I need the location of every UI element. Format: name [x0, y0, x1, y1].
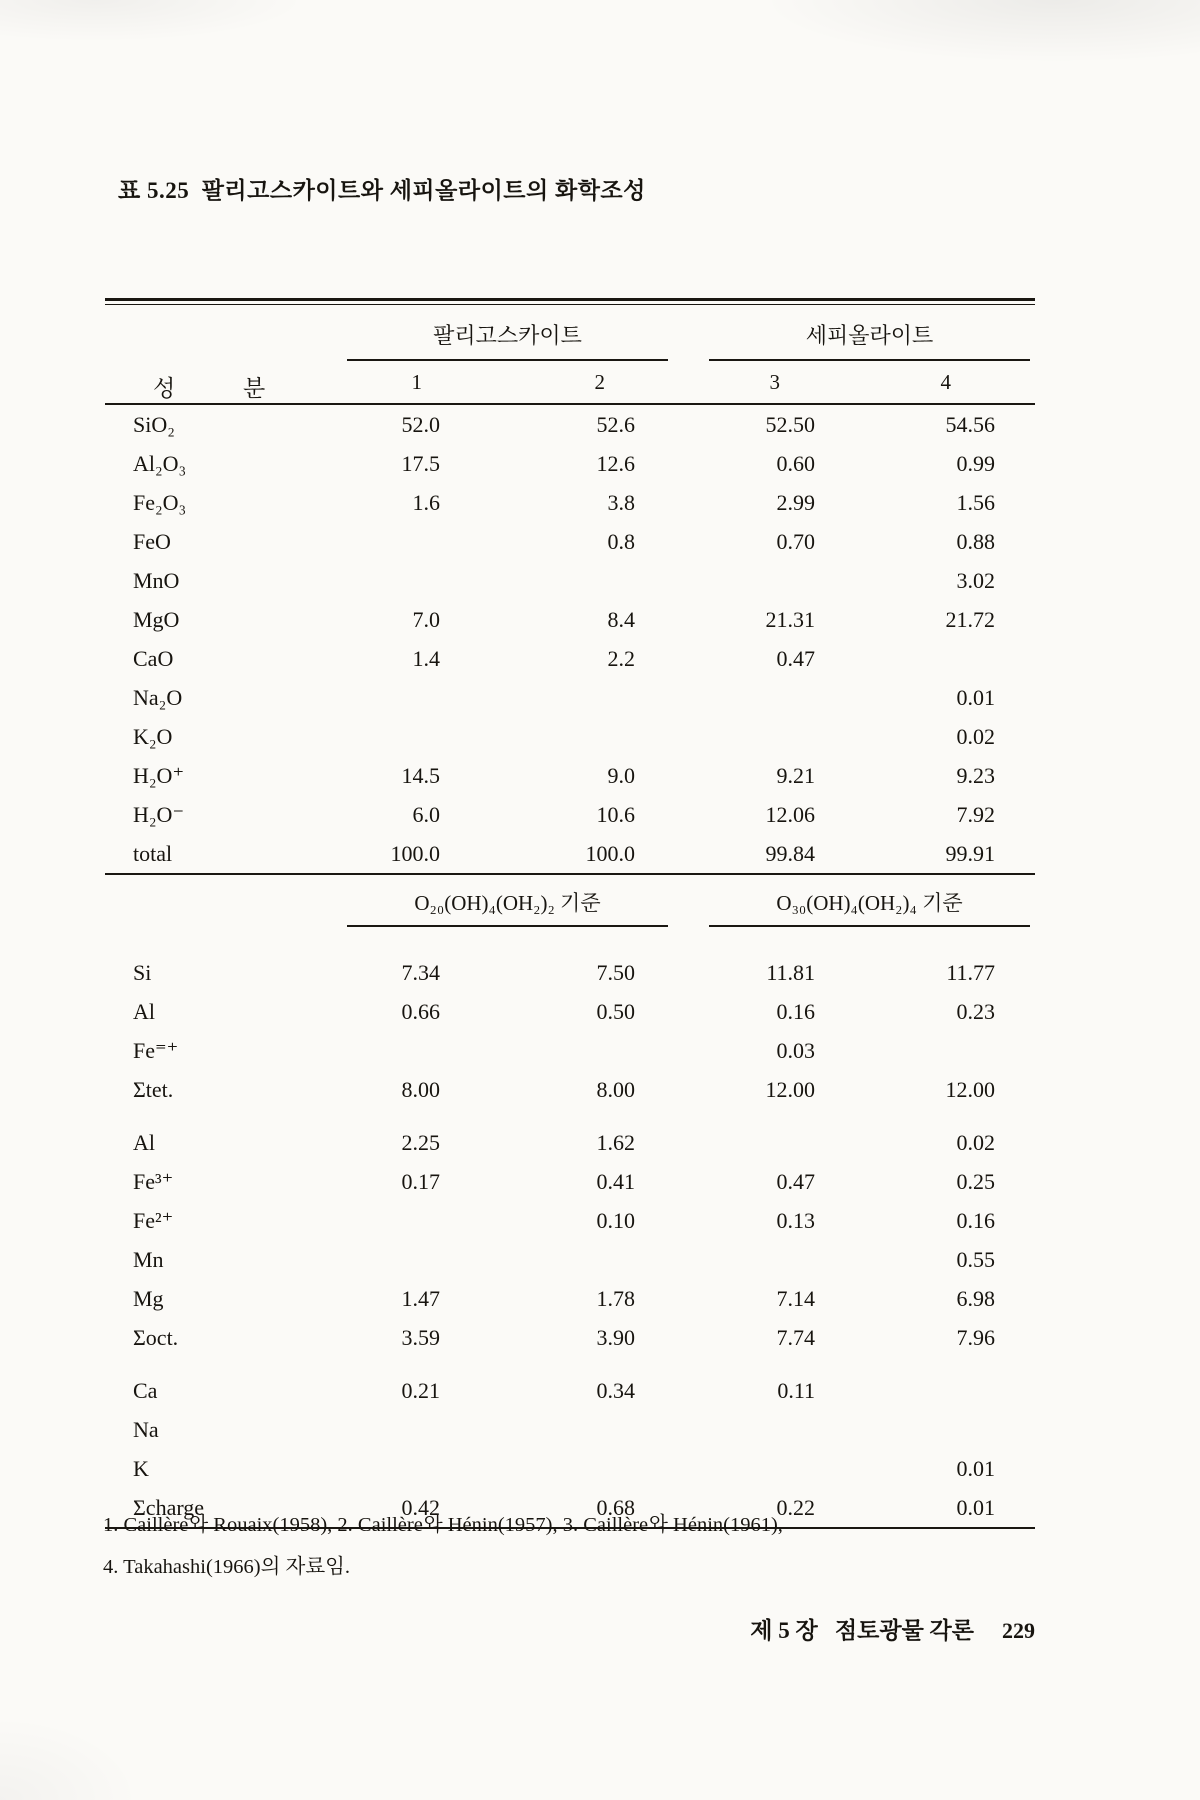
- table-row: [105, 1201, 1035, 1240]
- table-row: [105, 1357, 1035, 1410]
- filler-cell: [995, 953, 1035, 992]
- table-row: [105, 561, 1035, 600]
- component-header-right: 분: [242, 376, 266, 401]
- row-label: MnO: [133, 567, 180, 593]
- cell-value: [440, 678, 635, 717]
- row-label: MgO: [133, 606, 180, 632]
- cell-value: 3.59: [401, 1324, 440, 1350]
- table-row: [105, 678, 1035, 717]
- cell-value: [815, 1357, 995, 1410]
- group-sepiolite-cell: [635, 305, 1035, 362]
- cell-value: [815, 639, 995, 678]
- cell-value: 21.31: [765, 606, 816, 632]
- cell-value: 0.41: [596, 1168, 636, 1194]
- row-label: K₂O: [133, 723, 173, 749]
- cell-value: 8.4: [607, 606, 636, 632]
- cell-value: 0.01: [956, 1455, 996, 1481]
- cell-value: [815, 1410, 995, 1449]
- cell-value: [290, 522, 440, 561]
- table-row: [105, 1410, 1035, 1449]
- cell-value: 7.92: [956, 801, 996, 827]
- cell-value: [635, 678, 815, 717]
- row-label: Na: [133, 1416, 159, 1442]
- filler-cell: [995, 639, 1035, 678]
- cell-value: 0.50: [596, 998, 636, 1024]
- cell-value: 7.0: [412, 606, 440, 632]
- cell-value: 0.60: [776, 450, 816, 476]
- cell-value: 6.0: [412, 801, 440, 827]
- chapter-title: 제 5 장 점토광물 각론: [750, 1618, 974, 1643]
- cell-value: 0.01: [956, 1494, 996, 1520]
- cell-value: 1.6: [412, 489, 440, 515]
- cell-value: [440, 561, 635, 600]
- basis-header-row: [105, 874, 1035, 953]
- cell-value: 3.90: [596, 1324, 636, 1350]
- empty-cell: [105, 874, 290, 953]
- table-row: [105, 1162, 1035, 1201]
- filler-cell: [995, 1410, 1035, 1449]
- cell-value: 1.78: [596, 1285, 636, 1311]
- row-label: CaO: [133, 645, 174, 671]
- row-label: Mg: [133, 1285, 164, 1311]
- cell-value: [635, 561, 815, 600]
- page-number: 229: [1002, 1618, 1035, 1643]
- component-header-left: 성: [153, 376, 176, 401]
- cell-value: 0.66: [401, 998, 440, 1024]
- tetrahedral-section: [105, 953, 1035, 1109]
- cell-value: [815, 1031, 995, 1070]
- cell-value: 0.42: [401, 1494, 440, 1520]
- row-label: Σoct.: [133, 1324, 179, 1350]
- cell-value: [635, 1109, 815, 1162]
- group-palygorskite-label: 팔리고스카이트: [433, 323, 582, 348]
- cell-value: 0.10: [596, 1207, 636, 1233]
- table-row: [105, 483, 1035, 522]
- component-header-cell: [105, 305, 290, 405]
- table-row: [105, 1318, 1035, 1357]
- row-label: Al: [133, 1129, 155, 1155]
- cell-value: 0.01: [956, 684, 996, 710]
- filler-cell: [995, 795, 1035, 834]
- cell-value: [635, 717, 815, 756]
- table-title: 표 5.25 팔리고스카이트와 세피올라이트의 화학조성: [118, 178, 646, 203]
- cell-value: 0.34: [596, 1377, 636, 1403]
- cell-value: 3.02: [956, 567, 996, 593]
- cell-value: 54.56: [945, 411, 996, 437]
- filler-cell: [995, 522, 1035, 561]
- cell-value: 0.11: [777, 1377, 816, 1403]
- table-row: [105, 1449, 1035, 1488]
- cell-value: 3.8: [607, 489, 636, 515]
- cell-value: 9.21: [776, 762, 816, 788]
- cell-value: 7.96: [956, 1324, 996, 1350]
- filler-cell: [995, 1201, 1035, 1240]
- footnote-line: 1. Caillère와 Rouaix(1958), 2. Caillère와 Hénin(1957), 3. Caillère와 Hénin(1961),: [103, 1514, 783, 1536]
- row-label: total: [133, 840, 173, 866]
- cell-value: 100.0: [585, 840, 636, 866]
- cell-value: 0.03: [776, 1037, 816, 1063]
- filler-cell: [995, 1357, 1035, 1410]
- cell-value: 11.81: [766, 959, 816, 985]
- filler-cell: [995, 1162, 1035, 1201]
- cell-value: 0.21: [401, 1377, 440, 1403]
- cell-value: 7.14: [776, 1285, 816, 1311]
- cell-value: 52.0: [401, 411, 440, 437]
- table-row: [105, 522, 1035, 561]
- basis-underline: [709, 887, 1030, 927]
- filler-cell: [995, 404, 1035, 444]
- cell-value: 9.23: [956, 762, 996, 788]
- table-row: [105, 404, 1035, 444]
- cell-value: 1.56: [956, 489, 996, 515]
- cell-value: [635, 1449, 815, 1488]
- cell-value: 0.55: [956, 1246, 996, 1272]
- cell-value: 1.47: [401, 1285, 440, 1311]
- cell-value: 17.5: [401, 450, 440, 476]
- row-label: Al₂O₃: [133, 450, 187, 476]
- cell-value: [635, 1410, 815, 1449]
- cell-value: 12.00: [945, 1076, 996, 1102]
- cell-value: 14.5: [401, 762, 440, 788]
- cell-value: 0.02: [956, 723, 996, 749]
- cell-value: [290, 717, 440, 756]
- cell-value: [440, 717, 635, 756]
- cell-value: 2.25: [401, 1129, 440, 1155]
- cell-value: 7.34: [401, 959, 440, 985]
- cell-value: 11.77: [946, 959, 996, 985]
- table-row: [105, 1109, 1035, 1162]
- footnote-line: 4. Takahashi(1966)의 자료임.: [103, 1556, 351, 1578]
- column-number: 4: [940, 369, 952, 394]
- oxide-section: [105, 404, 1035, 874]
- group-palygorskite-cell: [290, 305, 635, 362]
- cell-value: 0.16: [776, 998, 816, 1024]
- column-number: 1: [411, 369, 422, 394]
- cell-value: 12.6: [596, 450, 636, 476]
- table-row: [105, 717, 1035, 756]
- column-number: 3: [769, 369, 781, 394]
- filler-cell: [995, 834, 1035, 874]
- row-label: Fe⁼⁺: [133, 1037, 179, 1063]
- table-row: [105, 1240, 1035, 1279]
- page-footer: [105, 1612, 1035, 1645]
- table-row: [105, 444, 1035, 483]
- cell-value: 99.91: [945, 840, 996, 866]
- row-label: Na₂O: [133, 684, 183, 710]
- cell-value: 0.22: [776, 1494, 816, 1520]
- group-underline: [709, 319, 1030, 361]
- cell-value: 1.62: [596, 1129, 636, 1155]
- basis-sepiolite-label: O₃₀(OH)₄(OH₂)₄ 기준: [776, 891, 963, 915]
- filler-cell: [995, 561, 1035, 600]
- cell-value: [440, 1031, 635, 1070]
- filler-cell: [995, 1109, 1035, 1162]
- cell-value: 0.25: [956, 1168, 996, 1194]
- filler-cell: [995, 483, 1035, 522]
- basis-section: [105, 874, 1035, 953]
- group-underline: [347, 319, 668, 361]
- cell-value: [635, 1240, 815, 1279]
- cell-value: 12.00: [765, 1076, 816, 1102]
- cell-value: 0.47: [776, 1168, 816, 1194]
- cell-value: 0.16: [956, 1207, 996, 1233]
- cell-value: 8.00: [596, 1076, 636, 1102]
- filler-cell: [995, 1279, 1035, 1318]
- filler-cell: [995, 1318, 1035, 1357]
- table-row: [105, 795, 1035, 834]
- composition-table-wrap: [105, 298, 1035, 1529]
- cell-value: 0.23: [956, 998, 996, 1024]
- row-label: K: [133, 1455, 149, 1481]
- cell-value: [440, 1240, 635, 1279]
- cell-value: 100.0: [390, 840, 440, 866]
- cell-value: 1.4: [412, 645, 440, 671]
- row-label: H₂O⁻: [133, 801, 185, 827]
- cell-value: 0.70: [776, 528, 816, 554]
- basis-sepiolite-cell: [635, 874, 1035, 953]
- cell-value: 99.84: [765, 840, 816, 866]
- cell-value: 0.13: [776, 1207, 816, 1233]
- cell-value: 2.99: [776, 489, 816, 515]
- cell-value: 0.17: [401, 1168, 440, 1194]
- cell-value: 52.6: [596, 411, 636, 437]
- group-header-row: [105, 305, 1035, 362]
- cell-value: [290, 1240, 440, 1279]
- row-label: Σtet.: [133, 1076, 174, 1102]
- cell-value: 9.0: [607, 762, 636, 788]
- cell-value: 12.06: [765, 801, 816, 827]
- cell-value: [290, 1410, 440, 1449]
- table-row: [105, 1031, 1035, 1070]
- cell-value: [290, 678, 440, 717]
- table-row: [105, 600, 1035, 639]
- table-row: [105, 756, 1035, 795]
- filler-cell: [995, 678, 1035, 717]
- row-label: Fe²⁺: [133, 1207, 174, 1233]
- cell-value: 0.8: [607, 528, 636, 554]
- table-row: [105, 834, 1035, 874]
- cell-value: [290, 561, 440, 600]
- cell-value: 0.68: [596, 1494, 636, 1520]
- row-label: Σcharge: [133, 1494, 205, 1520]
- cell-value: 2.2: [607, 645, 636, 671]
- basis-underline: [347, 887, 668, 927]
- row-label: Mn: [133, 1246, 164, 1272]
- footnotes: [103, 1504, 1053, 1588]
- basis-palygorskite-label: O₂₀(OH)₄(OH₂)₂ 기준: [414, 891, 601, 915]
- cell-value: [440, 1410, 635, 1449]
- cell-value: 0.02: [956, 1129, 996, 1155]
- basis-palygorskite-cell: [290, 874, 635, 953]
- table-row: [105, 1279, 1035, 1318]
- filler-cell: [995, 717, 1035, 756]
- row-label: Si: [133, 959, 152, 985]
- filler-cell: [995, 361, 1035, 404]
- row-label: SiO₂: [133, 411, 175, 437]
- cell-value: 8.00: [401, 1076, 440, 1102]
- cell-value: 21.72: [945, 606, 996, 632]
- group-sepiolite-label: 세피올라이트: [805, 323, 934, 348]
- row-label: Fe₂O₃: [133, 489, 187, 515]
- table-row: [105, 1070, 1035, 1109]
- row-label: Fe³⁺: [133, 1168, 174, 1194]
- cell-value: [440, 1449, 635, 1488]
- cell-value: 0.47: [776, 645, 816, 671]
- filler-cell: [995, 1070, 1035, 1109]
- filler-cell: [995, 756, 1035, 795]
- filler-cell: [995, 1449, 1035, 1488]
- row-label: Ca: [133, 1377, 158, 1403]
- filler-cell: [995, 1240, 1035, 1279]
- cell-value: 0.88: [956, 528, 996, 554]
- composition-table: [105, 304, 1035, 1529]
- filler-cell: [995, 992, 1035, 1031]
- cell-value: [290, 1449, 440, 1488]
- filler-cell: [995, 1031, 1035, 1070]
- cell-value: 7.74: [776, 1324, 816, 1350]
- cell-value: 10.6: [596, 801, 636, 827]
- table-row: [105, 639, 1035, 678]
- table-row: [105, 953, 1035, 992]
- cell-value: 52.50: [765, 411, 816, 437]
- table-row: [105, 992, 1035, 1031]
- cell-value: 7.50: [596, 959, 636, 985]
- cell-value: 6.98: [956, 1285, 996, 1311]
- cell-value: [290, 1031, 440, 1070]
- filler-cell: [995, 600, 1035, 639]
- cell-value: 0.99: [956, 450, 996, 476]
- column-number: 2: [594, 369, 606, 394]
- octahedral-section: [105, 1109, 1035, 1357]
- interlayer-section: [105, 1357, 1035, 1528]
- row-label: H₂O⁺: [133, 762, 185, 788]
- cell-value: [290, 1201, 440, 1240]
- row-label: Al: [133, 998, 155, 1024]
- row-label: FeO: [133, 528, 171, 554]
- filler-cell: [995, 444, 1035, 483]
- table-header: [105, 305, 1035, 405]
